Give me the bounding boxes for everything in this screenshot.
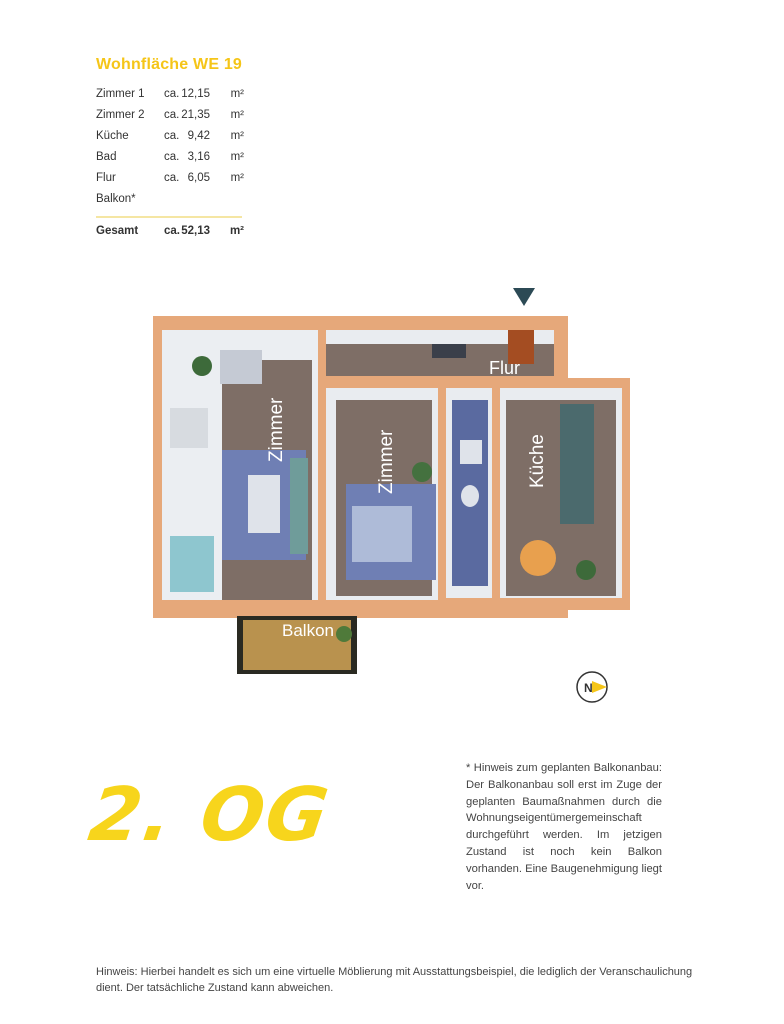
area-total-row <box>96 225 244 245</box>
area-value: 21,35 <box>181 109 210 121</box>
area-row <box>96 109 244 130</box>
compass-letter: N <box>584 681 593 695</box>
room-label-balkon: Balkon <box>282 621 334 640</box>
dining-table <box>520 540 556 576</box>
floor-label: 2. OG <box>83 772 336 858</box>
plant <box>336 626 352 642</box>
area-row <box>96 172 244 193</box>
approx-label: ca. <box>164 172 180 184</box>
disclaimer: Hinweis: Hierbei handelt es sich um eine virtuelle Möblierung mit Ausstattungsbeispiel, die lediglich der Veranschaulichung dient. Der tatsächliche Zustand kann abweichen. <box>96 966 693 994</box>
area-row <box>96 130 244 151</box>
toilet <box>461 485 479 507</box>
area-row <box>96 88 244 109</box>
room-name: Zimmer 2 <box>96 109 145 121</box>
area-value: 12,15 <box>181 88 210 100</box>
kitchen-counter <box>560 404 594 524</box>
sink <box>460 440 482 464</box>
area-value: 6,05 <box>187 172 210 184</box>
area-unit: m² <box>230 172 244 184</box>
area-row <box>96 193 244 214</box>
table-divider <box>96 216 242 218</box>
area-unit: m² <box>230 88 244 100</box>
area-unit: m² <box>230 130 244 142</box>
bed <box>352 506 412 562</box>
area-unit: m² <box>230 151 244 163</box>
approx-label: ca. <box>164 88 180 100</box>
room-name: Balkon* <box>96 193 136 205</box>
apartment-title: Wohnfläche WE 19 <box>96 56 243 73</box>
plant <box>412 462 432 482</box>
area-unit: m² <box>230 109 244 121</box>
approx-label: ca. <box>164 151 180 163</box>
area-row <box>96 151 244 172</box>
total-name: Gesamt <box>96 225 139 237</box>
balcony-note: * Hinweis zum geplanten Balkonanbau: Der Balkonanbau soll erst im Zuge der geplanten Baumaßnahmen durch die Wohnungseigentümergemeinschaft durchgeführt werden. Im jetzigen Zustand ist noch kein Balkon vorhanden. Eine Baugenehmigung liegt vor. <box>466 762 662 892</box>
wardrobe <box>432 344 466 358</box>
room-label-zimmer-2: Zimmer <box>376 429 397 494</box>
room-label-kueche: Küche <box>527 434 548 488</box>
compass-icon <box>575 670 609 704</box>
plant <box>576 560 596 580</box>
area-table <box>96 88 244 214</box>
sofa <box>290 458 308 554</box>
floor-plan <box>140 300 640 690</box>
room-name: Bad <box>96 151 117 163</box>
area-unit: m² <box>229 225 244 237</box>
table <box>248 475 280 533</box>
approx-label: ca. <box>164 225 180 237</box>
plant <box>192 356 212 376</box>
desk <box>170 408 208 448</box>
room-name: Küche <box>96 130 129 142</box>
room-name: Zimmer 1 <box>96 88 145 100</box>
area-value: 9,42 <box>187 130 210 142</box>
side-table <box>220 350 262 384</box>
room-label-zimmer-1: Zimmer <box>266 397 287 462</box>
area-value: 3,16 <box>187 151 210 163</box>
approx-label: ca. <box>164 130 180 142</box>
floor-plan-drawing <box>140 300 640 690</box>
approx-label: ca. <box>164 109 180 121</box>
room-name: Flur <box>96 172 116 184</box>
room-label-flur: Flur <box>489 358 520 378</box>
shelf <box>170 536 214 592</box>
total-value: 52,13 <box>181 225 210 237</box>
